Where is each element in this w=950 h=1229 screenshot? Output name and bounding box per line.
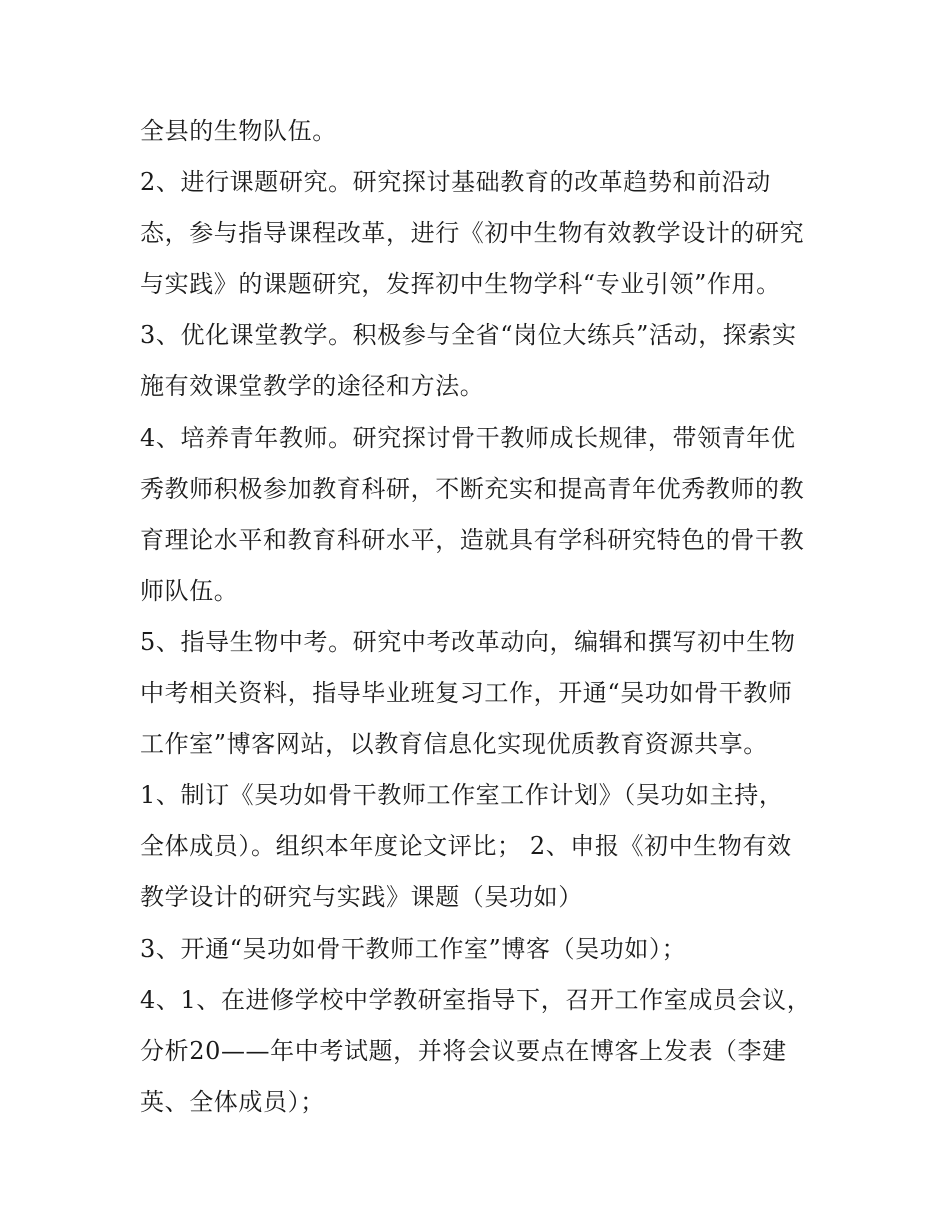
text-line: 分析20——年中考试题，并将会议要点在博客上发表（李建 [140, 1036, 787, 1065]
document-body [140, 106, 820, 1128]
text-line: 育理论水平和教育科研水平，造就具有学科研究特色的骨干教 [140, 525, 805, 554]
text-line: 与实践》的课题研究，发挥初中生物学科“专业引领”作用。 [140, 270, 781, 299]
text-line: 全体成员）。组织本年度论文评比； 2、申报《初中生物有效 [140, 832, 792, 861]
text-line: 态，参与指导课程改革，进行《初中生物有效教学设计的研究 [140, 219, 805, 248]
text-line: 全县的生物队伍。 [140, 117, 337, 145]
text-line: 师队伍。 [140, 576, 239, 605]
text-line: 施有效课堂教学的途径和方法。 [140, 372, 485, 401]
text-line: 秀教师积极参加教育科研，不断充实和提高青年优秀教师的教 [140, 474, 805, 503]
text-line: 中考相关资料，指导毕业班复习工作，开通“吴功如骨干教师 [140, 679, 793, 708]
text-line: 3、优化课堂教学。积极参与全省“岗位大练兵”活动，探索实 [140, 321, 797, 350]
text-line: 4、培养青年教师。研究探讨骨干教师成长规律，带领青年优 [140, 423, 796, 452]
text-line: 5、指导生物中考。研究中考改革动向，编辑和撰写初中生物 [140, 627, 796, 656]
text-line: 1、制订《吴功如骨干教师工作室工作计划》（吴功如主持， [140, 781, 784, 810]
text-line: 英、全体成员）； [140, 1087, 325, 1116]
text-line: 教学设计的研究与实践》课题（吴功如） [140, 883, 583, 912]
text-line: 工作室”博客网站，以教育信息化实现优质教育资源共享。 [140, 730, 768, 759]
text-line: 3、开通“吴功如骨干教师工作室”博客（吴功如）； [140, 934, 687, 963]
text-line: 4、1、在进修学校中学教研室指导下，召开工作室成员会议， [140, 985, 812, 1014]
text-line: 2、进行课题研究。研究探讨基础教育的改革趋势和前沿动 [140, 168, 771, 197]
